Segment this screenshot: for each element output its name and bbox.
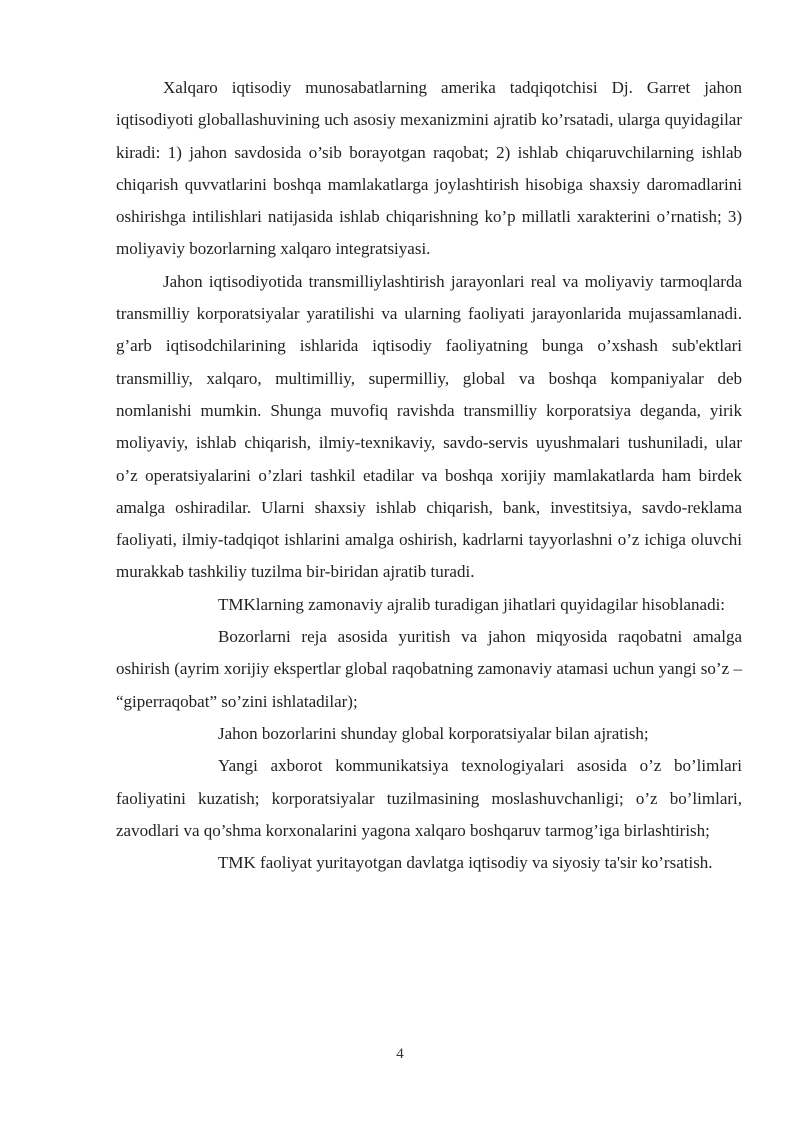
body-text [116,72,742,879]
paragraph-transnationalization: Jahon iqtisodiyotida transmilliylashtirish jarayonlari real va moliyaviy tarmoqlarda transmilliy korporatsiyalar yaratilishi va ularning faoliyati jarayonlarida mujassamlanadi. g’arb iqtisodchilarining ishlarida iqtisodiy faoliyatning bunga o’xshash sub'ektlari transmilliy, xalqaro, multimilliy, supermilliy, global va boshqa kompaniyalar deb nomlanishi mumkin. Shunga muvofiq ravishda transmilliy korporatsiya deganda, yirik moliyaviy, ishlab chiqarish, ilmiy-texnikaviy, savdo-servis uyushmalari tushuniladi, ular o’z operatsiyalarini o’zlari tashkil etadilar va boshqa xorijiy mamlakatlarda ham birdek amalga oshiradilar. Ularni shaxsiy ishlab chiqarish, bank, investitsiya, savdo-reklama faoliyati, ilmiy-tadqiqot ishlarini amalga oshirish, kadrlarni tayyorlashni o’z ichiga oluvchi murakkab tashkiliy tuzilma bir-biridan ajratib turadi. [116,271,742,582]
page-number: 4 [396,1046,404,1062]
paragraph-it-monitoring: Yangi axborot kommunikatsiya texnologiyalari asosida o’z bo’limlari faoliyatini kuzatish; korporatsiyalar tuzilmasining moslashuvchanligi; o’z bo’limlari, zavodlari va qo’shma korxonalarini yagona xalqaro boshqaruv tarmog’iga birlashtirish; [116,756,742,840]
paragraph-tmk-features-intro: TMKlarning zamonaviy ajralib turadigan jihatlari quyidagilar hisoblanadi: [218,594,726,614]
paragraph-political-influence: TMK faoliyat yuritayotgan davlatga iqtisodiy va siyosiy ta'sir ko’rsatish. [218,853,713,873]
paragraph-market-division: Jahon bozorlarini shunday global korporatsiyalar bilan ajratish; [218,723,649,743]
paragraph-garret-mechanisms: Xalqaro iqtisodiy munosabatlarning amerika tadqiqotchisi Dj. Garret jahon iqtisodiyoti globallashuvining uch asosiy mexanizmini ajratib ko’rsatadi, ularga quyidagilar kiradi: 1) jahon savdosida o’sib borayotgan raqobat; 2) ishlab chiqaruvchilarning ishlab chiqarish quvvatlarini boshqa mamlakatlarga joylashtirish hisobiga shaxsiy daromadlarini oshirishga intilishlari natijasida ishlab chiqarishning ko’p millatli xarakterini o’rnatish; 3) moliyaviy bozorlarning xalqaro integratsiyasi. [116,78,742,259]
paragraph-market-planning: Bozorlarni reja asosida yuritish va jahon miqyosida raqobatni amalga oshirish (ayrim xorijiy ekspertlar global raqobatning zamonaviy atamasi uchun yangi so’z – “giperraqobat” so’zini ishlatadilar); [116,627,742,711]
